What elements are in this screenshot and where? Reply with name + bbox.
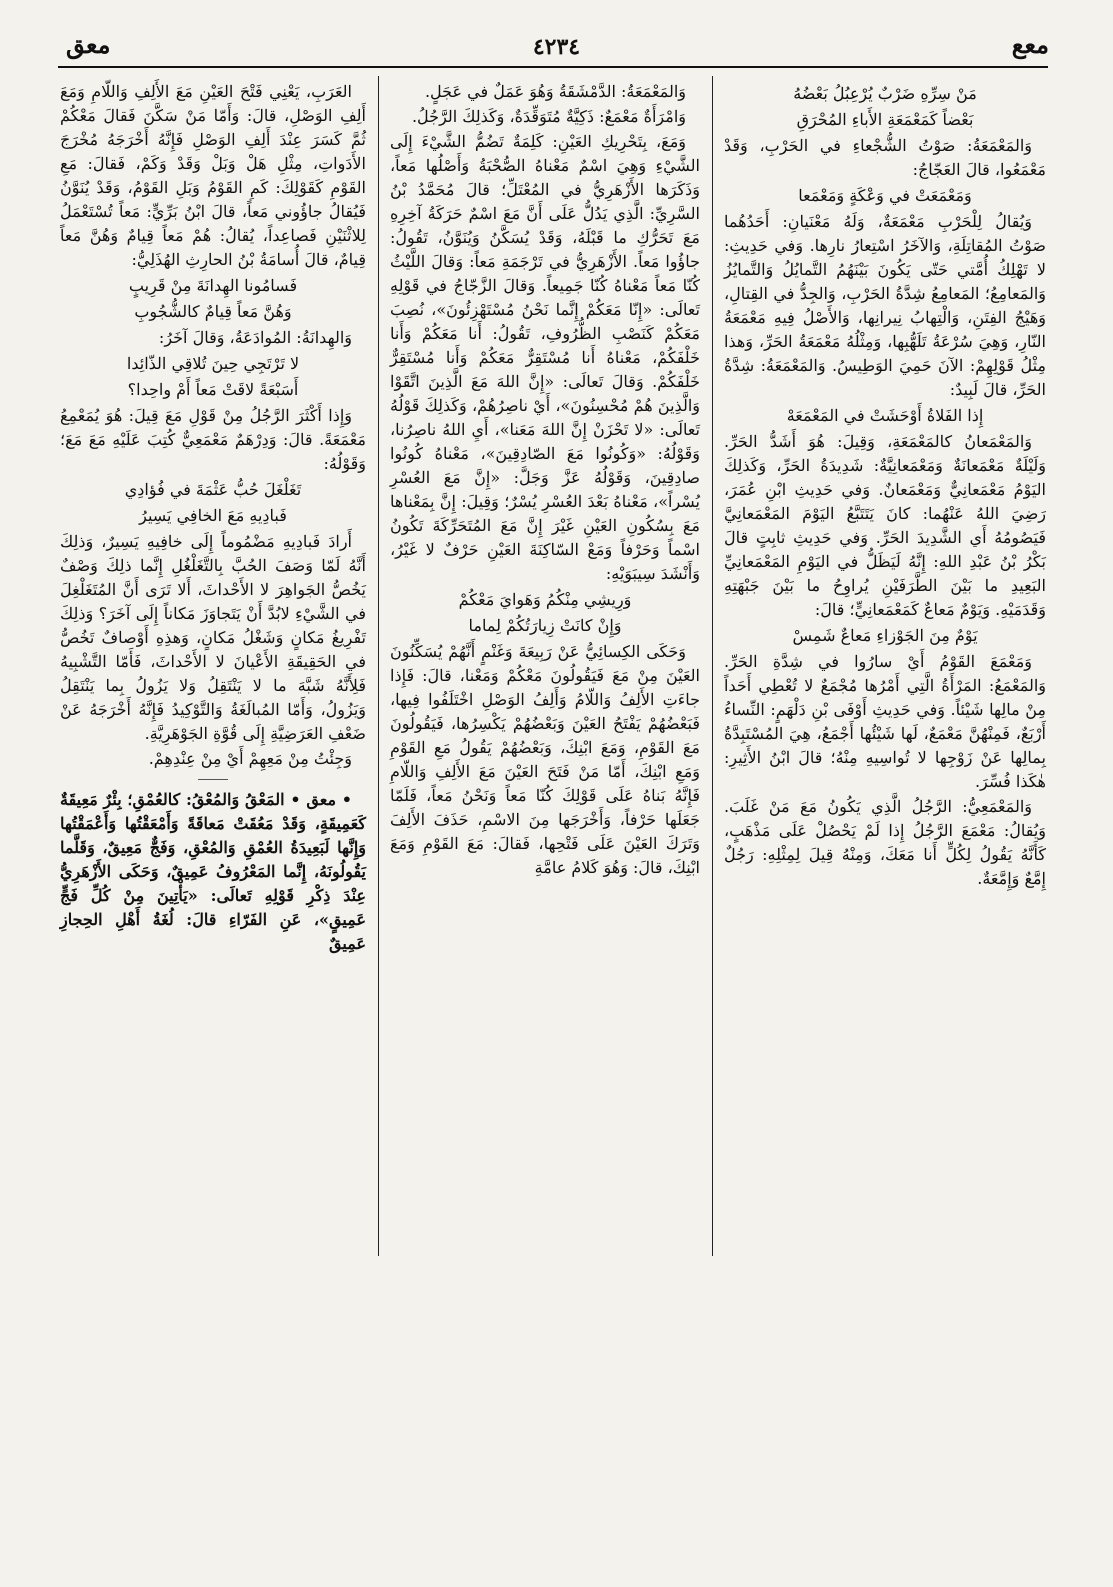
verse-line: بَعْضاً كَمَعْمَعَةِ الأَباءِ المُحْرَقِ: [796, 110, 974, 129]
verse-line: تَغَلْغَلَ حُبُّ عَثْمَةَ في فُؤادِي: [124, 480, 302, 499]
paragraph: وَجِئْتُ مِنْ مَعِهِمْ أَيْ مِنْ عِنْدِهِمْ.: [148, 749, 352, 768]
paragraph: وَامْرَأَةٌ مَعْمَعٌ: ذَكِيَّةٌ مُتَوَقِّدَةٌ، وَكَذلِكَ الرَّجُلُ.: [411, 107, 686, 126]
verse-line: إِذا الفَلاةُ أَوْحَشَتْ في المَعْمَعَهْ: [786, 406, 984, 425]
column-right: [724, 80, 1046, 892]
verse-line: وَرِيشِي مِنْكُمُ وَهَوايَ مَعْكُمْ: [458, 590, 632, 609]
paragraph: العَرَبِ، يَعْنِي فَتْحَ العَيْنِ مَعَ الأَلِفِ وَاللّامِ وَمَعَ أَلِفِ الوَصْلِ، قالَ: وَأَمّا مَنْ سَكَّنَ فَقالَ مَعْكُمْ ثُمَّ كَسَرَ عِنْدَ أَلِفِ الوَصْلِ فَإِنَّهُ أَخْرَجَهُ مُخْرَجَ الأَدَواتِ، مِثْلِ هَلْ وَبَلْ وَقَدْ وَكَمْ، فَقالَ: مَعِ القَوْمِ كَقَوْلِكَ: كَمِ القَوْمُ وَبَلِ القَوْمُ، وَقَدْ يُنَوَّنُ فَيُقالُ جاؤُوني مَعاً، قالَ ابْنُ بَرِّيٍّ: مَعاً تُسْتَعْمَلُ لِلاثْنَيْنِ فَصاعِداً، يُقالُ: هُمْ مَعاً قِيامٌ وَهُنَّ مَعاً قِيامٌ، قالَ أُسامَةُ بْنُ الحارِثِ الهُذَلِيُّ:: [60, 82, 366, 269]
paragraph: وَالمَعْمَعِيُّ: الرَّجُلُ الَّذِي يَكُونُ مَعَ مَنْ غَلَبَ. وَيُقالُ: مَعْمَعَ الرَّجُلُ إِذا لَمْ يَحْصُلْ عَلَى مَذْهَبٍ، كَأَنَّهُ يَقُولُ لِكُلٍّ أَنا مَعَكَ، وَمِنْهُ قِيلَ لِمِثْلِهِ: رَجُلٌ إِمَّعٌ وَإِمَّعَةٌ.: [724, 797, 1046, 888]
column-left: [60, 80, 366, 957]
paragraph: وَإِذا أَكْثَرَ الرَّجُلُ مِنْ قَوْلِ مَعَ قِيلَ: هُوَ يُمَعْمِعُ مَعْمَعَةً. قالَ: وَدِرْهَمٌ مَعْمَعِيٌّ كُتِبَ عَلَيْهِ مَعَ مَعَ؛ وَقَوْلُهُ:: [60, 406, 366, 473]
paragraph: وَالهِدانَةُ: المُوادَعَةُ، وَقالَ آخَرُ:: [158, 328, 352, 347]
verse-line: مَنْ سِرِّهِ ضَرْبٌ يُرْعِبُلُ بَعْضُهُ: [793, 84, 977, 103]
entry-ma-q: • معق • المَعْقُ وَالمُعْقُ: كالعُمْقِ؛ بِئْرٌ مَعِيقَةٌ كَعَمِيقَةٍ، وَقَدْ مَعُقَتْ مَعاقَةً وَأَمْعَقْتُها وَأَعْمَقْتُها وَإِنَّها لَبَعِيدَةُ العُمْقِ وَالمُعْقِ، وَفَجٌّ مَعِيقٌ، وَقَلَّما يَقُولُونَهُ، إِنَّما المَعْرُوفُ عَمِيقٌ، وَحَكَى الأَزْهَرِيُّ عِنْدَ ذِكْرِ قَوْلِهِ تَعالَى: «يَأْتِينَ مِنْ كُلِّ فَجٍّ عَمِيقٍ»، عَنِ الفَرّاءِ قالَ: لُغَةُ أَهْلِ الحِجازِ عَمِيقٌ: [60, 790, 366, 953]
paragraph: وَالمَعْمَعَةُ: الدَّمْشَقَةُ وَهُوَ عَمَلٌ في عَجَلٍ.: [424, 82, 686, 101]
verse-line: يَوْمٌ مِنَ الجَوْزاءِ مَعاعٌ شَمِسْ: [792, 626, 978, 645]
page-number: ٤٢٣٤: [532, 34, 581, 60]
header-rule: [58, 66, 1048, 68]
header-left-word: معق: [66, 30, 111, 59]
paragraph: وَحَكَى الكِسائِيُّ عَنْ رَبِيعَةَ وَغَنْمٍ أَنَّهُمْ يُسَكِّنُونَ العَيْنَ مِنْ مَعَ فَيَقُولُونَ مَعْكُمْ وَمَعْنا، قالَ: فَإِذا جاءَتِ الأَلِفُ وَاللّامُ وَأَلِفُ الوَصْلِ اخْتَلَفُوا فِيها، فَبَعْضُهُمْ يَفْتَحُ العَيْنَ وَبَعْضُهُمْ يَكْسِرُها، فَيَقُولُونَ مَعَ القَوْمِ، وَمَعَ ابْنِكَ، وَبَعْضُهُمْ يَقُولُ مَعِ القَوْمِ وَمَعِ ابْنِكَ، أَمّا مَنْ فَتَحَ العَيْنَ مَعَ الأَلِفِ وَاللّامِ فَإِنَّهُ بَناهُ عَلَى قَوْلِكَ كُنّا مَعاً وَنَحْنُ مَعاً، فَلَمّا جَعَلَها حَرْفاً، وَأَخْرَجَها مِنَ الاسْمِ، حَذَفَ الأَلِفَ وَتَرَكَ العَيْنَ عَلَى فَتْحِها، فَقالَ: مَعَ القَوْمِ وَمَعَ ابْنِكَ، قالَ: وَهُوَ كَلامُ عامَّةِ: [390, 642, 700, 877]
entry-separator: [198, 779, 228, 780]
verse-line: وَهُنَّ مَعاً قِيامٌ كالشُّجُوبِ: [134, 302, 292, 321]
verse-line: لا تَرْتَجِي حِينَ تُلاقِي الذّائِدا: [126, 354, 300, 373]
paragraph: أَرادَ فَبادِيهِ مَضْمُوماً إِلَى خافِيهِ يَسِيرٌ، وَذلِكَ أَنَّهُ لَمّا وَصَفَ الحُبَّ بِالتَّغَلْغُلِ إِنَّما ذلِكَ وَصْفٌ يَخُصُّ الجَواهِرَ لا الأَحْداثَ، أَلا تَرَى أَنَّ المُتَغَلْغِلَ في الشَّيْءِ لابُدَّ أَنْ يَتَجاوَزَ مَكاناً إِلَى آخَرَ؟ وَذلِكَ تَفْرِيغُ مَكانٍ وَشَغْلُ مَكانٍ، وَهذِهِ أَوْصافٌ تَخُصُّ في الحَقِيقَةِ الأَعْيانَ لا الأَحْداثَ، فَأَمّا التَّشْبِيهُ فَلِأَنَّهُ شَبَّهَ ما لا يَنْتَقِلُ وَلا يَزُولُ بِما يَنْتَقِلُ وَيَزُولُ، وَأَمّا المُبالَغَةُ وَالتَّوْكِيدُ فَإِنَّهُ أَخْرَجَهُ عَنْ ضَعْفِ العَرَضِيَّةِ إِلَى قُوَّةِ الجَوْهَرِيَّةِ.: [60, 532, 366, 743]
verse-line: وَإِنْ كانَتْ زِيارَتُكُمْ لِماما: [468, 616, 622, 635]
verse-line: أَسَبْعَةً لاقَتْ مَعاً أَمْ واحِدا؟: [127, 380, 299, 399]
column-middle: [390, 80, 700, 881]
column-divider-right: [712, 76, 713, 1256]
verse-line: فَسامُونا الهِدانَةَ مِنْ قَرِيبٍ: [128, 276, 298, 295]
paragraph: وَمَعَ، بِتَحْرِيكِ العَيْنِ: كَلِمَةٌ تَضُمُّ الشَّيْءَ إِلَى الشَّيْءِ وَهِيَ اسْمٌ مَعْناهُ الصُّحْبَةُ وَأَصْلُها مَعاً، وَذَكَرَها الأَزْهَرِيُّ في المُعْتَلِّ؛ قالَ مُحَمَّدُ بْنُ السَّرِيِّ: الَّذِي يَدُلُّ عَلَى أَنَّ مَعَ اسْمٌ حَرَكَةُ آخِرِهِ مَعَ تَحَرُّكِ ما قَبْلَهُ، وَقَدْ يُسَكَّنُ وَيُنَوَّنُ، تَقُولُ: جاؤُوا مَعاً. الأَزْهَرِيُّ في تَرْجَمَةِ مَعاً: وَقالَ اللَّيْثُ كُنّا مَعاً مَعْناهُ كُنّا جَمِيعاً. وَقالَ الزَّجّاجُ في قَوْلِهِ تَعالَى: «إِنّا مَعَكُمْ إِنَّما نَحْنُ مُسْتَهْزِئُونَ»، نُصِبَ مَعَكُمْ كَنَصْبِ الظُّرُوفِ، تَقُولُ: أَنا مَعَكُمْ وَأَنا خَلْفَكُمْ، مَعْناهُ أَنا مُسْتَقِرٌّ مَعَكُمْ وَأَنا مُسْتَقِرٌّ خَلْفَكُمْ. وَقالَ تَعالَى: «إِنَّ اللهَ مَعَ الَّذِينَ اتَّقَوْا وَالَّذِينَ هُمْ مُحْسِنُونَ»، أَيْ ناصِرُهُمْ، وَكَذلِكَ قَوْلُهُ تَعالَى: «لا تَحْزَنْ إِنَّ اللهَ مَعَنا»، أَيِ اللهُ ناصِرُنا، وَقَوْلُهُ: «وَكُونُوا مَعَ الصّادِقِينَ»، مَعْناهُ كُونُوا صادِقِينَ، وَقَوْلُهُ عَزَّ وَجَلَّ: «إِنَّ مَعَ العُسْرِ يُسْراً»، مَعْناهُ بَعْدَ العُسْرِ يُسْرٌ؛ وَقِيلَ: إِنَّ بِمَعْناها مَعَ بِسُكُونِ العَيْنِ غَيْرَ إِنَّ مَعَ المُتَحَرِّكَةَ تَكُونُ اسْماً وَحَرْفاً وَمَعْ السّاكِنَةَ العَيْنِ حَرْفٌ لا غَيْرُ، وَأَنْشَدَ سِيبَوَيْهِ:: [390, 132, 700, 583]
verse-line: فَبادِيهِ مَعَ الخافِي يَسِيرُ: [139, 506, 287, 525]
paragraph: وَمَعْمَعَ القَوْمُ أَيْ سارُوا في شِدَّةِ الحَرِّ. وَالمَعْمَعُ: المَرْأَةُ الَّتِي أَمْرُها مُجْمَعٌ لا تُعْطِي أَحَداً مِنْ مالِها شَيْئاً. وَفي حَدِيثِ أَوْفَى بْنِ دَلْهَمٍ: النِّساءُ أَرْبَعٌ، فَمِنْهُنَّ مَعْمَعٌ، لَها شَيْئُها أَجْمَعُ، هِيَ المُسْتَبِدَّةُ بِمالِها عَنْ زَوْجِها لا تُواسِيهِ مِنْهُ؛ قالَ ابْنُ الأَثِيرِ: هٰكَذا فُسِّرَ.: [724, 652, 1046, 791]
header-right-word: معع: [1011, 30, 1049, 59]
paragraph: وَالمَعْمَعَةُ: صَوْتُ الشُّجْعاءِ في الحَرْبِ، وَقَدْ مَعْمَعُوا، قالَ العَجّاجُ:: [724, 136, 1046, 179]
column-divider-left: [378, 76, 379, 1256]
verse-line: وَمَعْمَعَتْ في وَعْكَةٍ وَمَعْمَعا: [798, 186, 972, 205]
paragraph: وَيُقالُ لِلْحَرْبِ مَعْمَعَةٌ، وَلَهُ مَعْنَيانِ: أَحَدُهُما صَوْتُ المُقاتِلَةِ، وَالآخَرُ اسْتِعارُ نارِها. وَفي حَدِيثِ: لا تَهْلِكُ أُمَّتي حَتّى يَكُونَ بَيْنَهُمُ التَّمايُلُ وَالتَّمايُزُ وَالمَعامِعُ؛ المَعامِعُ شِدَّةُ الحَرْبِ، وَالجِدُّ في القِتالِ، وَهَيْجُ الفِتَنِ، وَالْتِهابُ نِيرانِها، وَالأَصْلُ فِيهِ مَعْمَعَةُ النّارِ، وَهِيَ سُرْعَةُ تَلَهُّبِها، وَمِثْلُهُ مَعْمَعَةُ الحَرِّ، وَهذا مِثْلُ قَوْلِهِمْ: الآنَ حَمِيَ الوَطِيسُ. وَالمَعْمَعَةُ: شِدَّةُ الحَرِّ، قالَ لَبِيدٌ:: [724, 212, 1046, 399]
paragraph: وَالمَعْمَعانُ كالمَعْمَعَةِ، وَقِيلَ: هُوَ أَشَدُّ الحَرِّ. وَلَيْلَةٌ مَعْمَعانَةٌ وَمَعْمَعانِيَّةٌ: شَدِيدَةُ الحَرِّ، وَكَذلِكَ اليَوْمُ مَعْمَعانِيٌّ وَمَعْمَعانٌ. وَفي حَدِيثِ ابْنِ عُمَرَ، رَضِيَ اللهُ عَنْهُما: كانَ يَتَتَبَّعُ اليَوْمَ المَعْمَعانِيَّ فَيَصُومُهُ أَي الشَّدِيدَ الحَرِّ. وَفي حَدِيثِ ثابِتٍ قالَ بَكْرُ بْنُ عَبْدِ اللهِ: إِنَّهُ لَيَظَلُّ في اليَوْمِ المَعْمَعانِيِّ البَعِيدِ ما بَيْنَ الطَّرَفَيْنِ يُراوِحُ ما بَيْنَ جَبْهَتِهِ وَقَدَمَيْهِ. وَيَوْمٌ مَعاعٌ كَمَعْمَعانِيٍّ؛ قالَ:: [724, 432, 1046, 619]
